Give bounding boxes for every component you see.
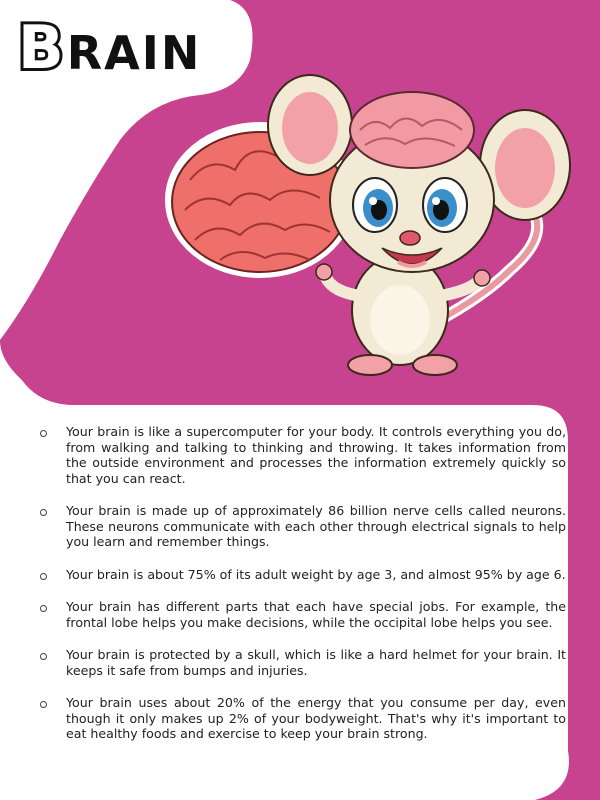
bullet-icon — [40, 701, 47, 708]
facts-list — [36, 424, 566, 759]
fact-text: Your brain uses about 20% of the energy that you consume per day, even though it only makes up 2% of your bodyweight. That's why it's important to eat healthy foods and exercise to keep your brain strong. — [66, 695, 566, 741]
title-first-letter: B — [18, 13, 65, 83]
mouse-brain-illustration — [150, 70, 590, 390]
fact-text: Your brain is protected by a skull, which is like a hard helmet for your brain. It keeps it safe from bumps and injuries. — [66, 647, 566, 678]
title-rest: RAIN — [66, 26, 202, 80]
fact-text: Your brain is made up of approximately 86 billion nerve cells called neurons. These neurons communicate with each other through electrical signals to help you learn and remember things. — [66, 503, 566, 549]
fact-text: Your brain is about 75% of its adult weight by age 3, and almost 95% by age 6. — [66, 566, 566, 582]
head-brain-icon — [350, 92, 474, 168]
list-item — [36, 647, 566, 678]
bullet-icon — [40, 605, 47, 612]
fact-text: Your brain is like a supercomputer for your body. It controls everything you do, from walking and talking to thinking and throwing. It takes information from the outside environment and processes the information extremely quickly so that you can react. — [66, 424, 566, 486]
list-item — [36, 424, 566, 486]
bullet-icon — [40, 509, 47, 516]
bullet-icon — [40, 430, 47, 437]
list-item — [36, 567, 566, 583]
list-item — [36, 599, 566, 630]
list-item — [36, 503, 566, 550]
page-title — [18, 13, 202, 83]
fact-text: Your brain has different parts that each have special jobs. For example, the frontal lobe helps you make decisions, while the occipital lobe helps you see. — [66, 599, 566, 630]
bullet-icon — [40, 653, 47, 660]
list-item — [36, 695, 566, 742]
bullet-icon — [40, 573, 47, 580]
